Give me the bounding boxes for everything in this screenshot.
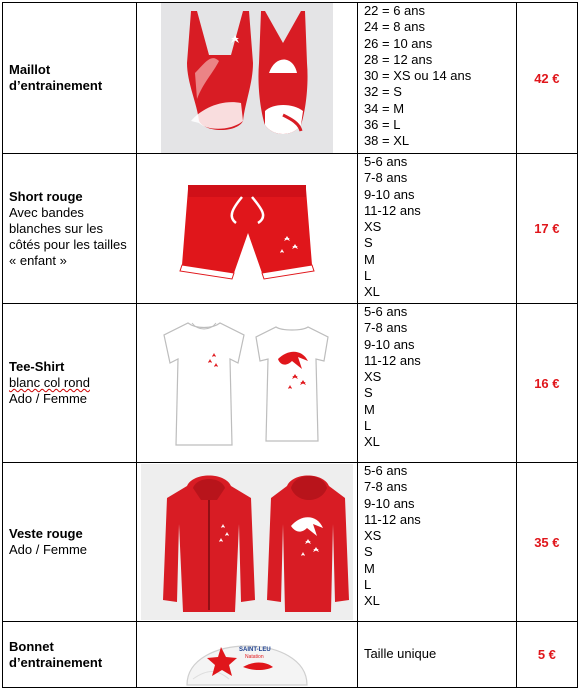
price-cell [516, 463, 577, 622]
size-option: S [363, 544, 373, 560]
size-option: XL [363, 434, 380, 450]
size-option: 9-10 ans [363, 495, 415, 511]
sizes-cell [357, 622, 516, 688]
size-option: L [363, 577, 372, 593]
size-option: S [363, 385, 373, 401]
size-option: 30 = XS ou 14 ans [363, 68, 472, 84]
price-cell [516, 304, 577, 463]
table-row [3, 3, 578, 154]
product-description: blanc col rond [9, 375, 90, 390]
jacket-image [141, 464, 353, 620]
table-row [3, 463, 578, 622]
size-option: 5-6 ans [363, 463, 408, 478]
size-option: 11-12 ans [363, 511, 421, 527]
size-option: XL [363, 284, 380, 300]
size-option: 7-8 ans [363, 170, 408, 186]
product-name: Veste rouge [9, 526, 83, 541]
table-row [3, 154, 578, 304]
product-name-cell [3, 622, 137, 688]
product-price: 35 € [534, 534, 560, 550]
product-name: Short rouge [9, 188, 83, 204]
product-image-cell [136, 463, 357, 622]
shorts-image [172, 169, 322, 289]
size-option: 11-12 ans [363, 352, 421, 368]
price-table [2, 2, 578, 688]
sizes-cell [357, 3, 516, 154]
cap-logo-text: SAINT-LEU [238, 646, 271, 653]
cap-logo-subtext: Natation [244, 653, 264, 660]
size-option: 7-8 ans [363, 320, 408, 336]
product-image-cell [136, 3, 357, 154]
product-price: 17 € [534, 221, 560, 236]
size-option: 34 = M [363, 100, 405, 116]
size-option: 9-10 ans [363, 336, 415, 352]
product-name-cell [3, 304, 137, 463]
size-option: M [363, 401, 375, 417]
size-option: 9-10 ans [363, 186, 415, 202]
size-option: 22 = 6 ans [363, 3, 426, 18]
size-option: Taille unique [363, 646, 437, 662]
product-image-cell [136, 154, 357, 304]
size-option: 7-8 ans [363, 479, 408, 495]
sizes-cell [357, 154, 516, 304]
product-price: 5 € [537, 647, 556, 662]
product-price: 42 € [534, 70, 560, 86]
table-row [3, 304, 578, 463]
size-option: 32 = S [363, 84, 402, 100]
product-name-cell [3, 3, 137, 154]
size-option: 24 = 8 ans [363, 19, 426, 35]
product-description: Avec bandes blanches sur les côtés pour les tailles « enfant » [9, 204, 127, 268]
size-option: 5-6 ans [363, 154, 408, 169]
size-option: XS [363, 369, 382, 385]
product-name-cell [3, 154, 137, 304]
size-option: S [363, 235, 373, 251]
product-image-cell [136, 622, 357, 688]
swimsuit-image [161, 3, 333, 153]
size-option: 38 = XL [363, 133, 410, 149]
size-option: L [363, 418, 372, 434]
price-cell [516, 154, 577, 304]
sizes-cell [357, 304, 516, 463]
size-option: L [363, 268, 372, 284]
size-option: 28 = 12 ans [363, 51, 433, 67]
size-option: XL [363, 593, 380, 609]
product-price: 16 € [534, 375, 560, 391]
product-description: Ado / Femme [9, 542, 88, 557]
size-option: XS [363, 528, 382, 544]
price-cell [516, 3, 577, 154]
size-option: M [363, 560, 375, 576]
sizes-cell [357, 463, 516, 622]
swim-cap-image [177, 623, 317, 687]
size-option: M [363, 251, 375, 267]
tshirt-image [152, 313, 342, 453]
product-image-cell [136, 304, 357, 463]
size-option: 26 = 10 ans [363, 35, 433, 51]
product-name-cell [3, 463, 137, 622]
product-name: Maillot d’entrainement [9, 62, 103, 93]
size-option: 5-6 ans [363, 304, 408, 319]
table-row [3, 622, 578, 688]
product-description: Ado / Femme [9, 391, 88, 406]
size-option: XS [363, 219, 382, 235]
size-option: 36 = L [363, 117, 401, 133]
product-name: Bonnet d’entrainement [9, 638, 103, 670]
price-cell [516, 622, 577, 688]
size-option: 11-12 ans [363, 202, 421, 218]
product-name: Tee-Shirt [9, 359, 65, 374]
